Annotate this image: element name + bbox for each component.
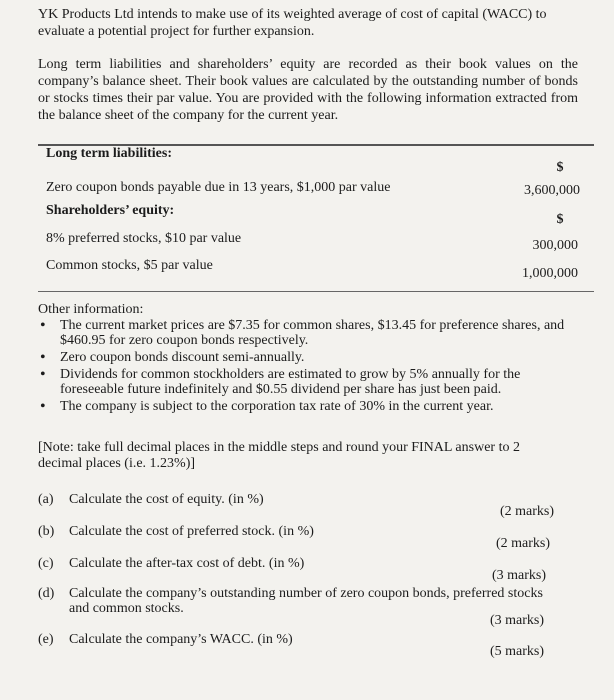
list-item: • The company is subject to the corporation tax rate of 30% in the current year.: [38, 399, 578, 414]
list-item: • Dividends for common stockholders are estimated to grow by 5% annually for the foreseeable future indefinitely and $0.55 dividend per share has just been paid.: [38, 367, 578, 397]
question-a-marks: (2 marks): [499, 504, 554, 519]
table-bottom-rule: [38, 291, 594, 292]
other-info-title: Other information:: [38, 302, 144, 317]
intro-paragraph-2: Long term liabilities and shareholders’ equity are recorded as their book values on the company’s balance sheet. Their book values are calculated by the outstanding number of bonds or stocks times their par value. You are provided with the following information extracted from the balance sheet of the company for the current year.: [38, 57, 578, 123]
list-item: • The current market prices are $7.35 for common shares, $13.45 for preference shares, and $460.95 for zero coupon bonds respectively.: [38, 318, 578, 348]
question-label: (a): [38, 492, 54, 507]
question-text: Calculate the company’s WACC. (in %): [69, 632, 293, 647]
other-info-list: [38, 318, 578, 416]
common-label: Common stocks, $5 par value: [46, 258, 213, 273]
question-text: Calculate the cost of equity. (in %): [69, 492, 264, 507]
rounding-note: [Note: take full decimal places in the middle steps and round your FINAL answer to 2 decimal places (i.e. 1.23%)]: [38, 440, 520, 471]
pref-label: 8% preferred stocks, $10 par value: [46, 231, 242, 246]
question-b-marks: (2 marks): [495, 536, 550, 551]
question-text: Calculate the company’s outstanding number of zero coupon bonds, preferred stocks: [69, 586, 543, 601]
se-currency: $: [556, 212, 564, 227]
question-d-marks: (3 marks): [489, 613, 544, 628]
list-item: • Zero coupon bonds discount semi-annually.: [38, 350, 578, 365]
question-text-continued: and common stocks.: [69, 601, 184, 616]
ltl-heading: Long term liabilities:: [46, 146, 172, 161]
intro-paragraph-1: YK Products Ltd intends to make use of its weighted average of cost of capital (WACC) to evaluate a potential project for further expansion.: [38, 7, 547, 39]
question-c-marks: (3 marks): [491, 568, 546, 583]
pref-value: 300,000: [532, 238, 578, 253]
se-heading: Shareholders’ equity:: [46, 203, 175, 218]
question-e-marks: (5 marks): [489, 644, 544, 659]
common-value: 1,000,000: [522, 266, 578, 281]
question-text: Calculate the cost of preferred stock. (in %): [69, 524, 314, 539]
bonds-value: 3,600,000: [524, 183, 580, 198]
question-label: (e): [38, 632, 54, 647]
question-label: (b): [38, 524, 55, 539]
question-label: (c): [38, 556, 54, 571]
ltl-currency: $: [556, 160, 564, 175]
bonds-label: Zero coupon bonds payable due in 13 years, $1,000 par value: [46, 180, 391, 195]
question-label: (d): [38, 586, 55, 601]
question-text: Calculate the after-tax cost of debt. (in %): [69, 556, 305, 571]
